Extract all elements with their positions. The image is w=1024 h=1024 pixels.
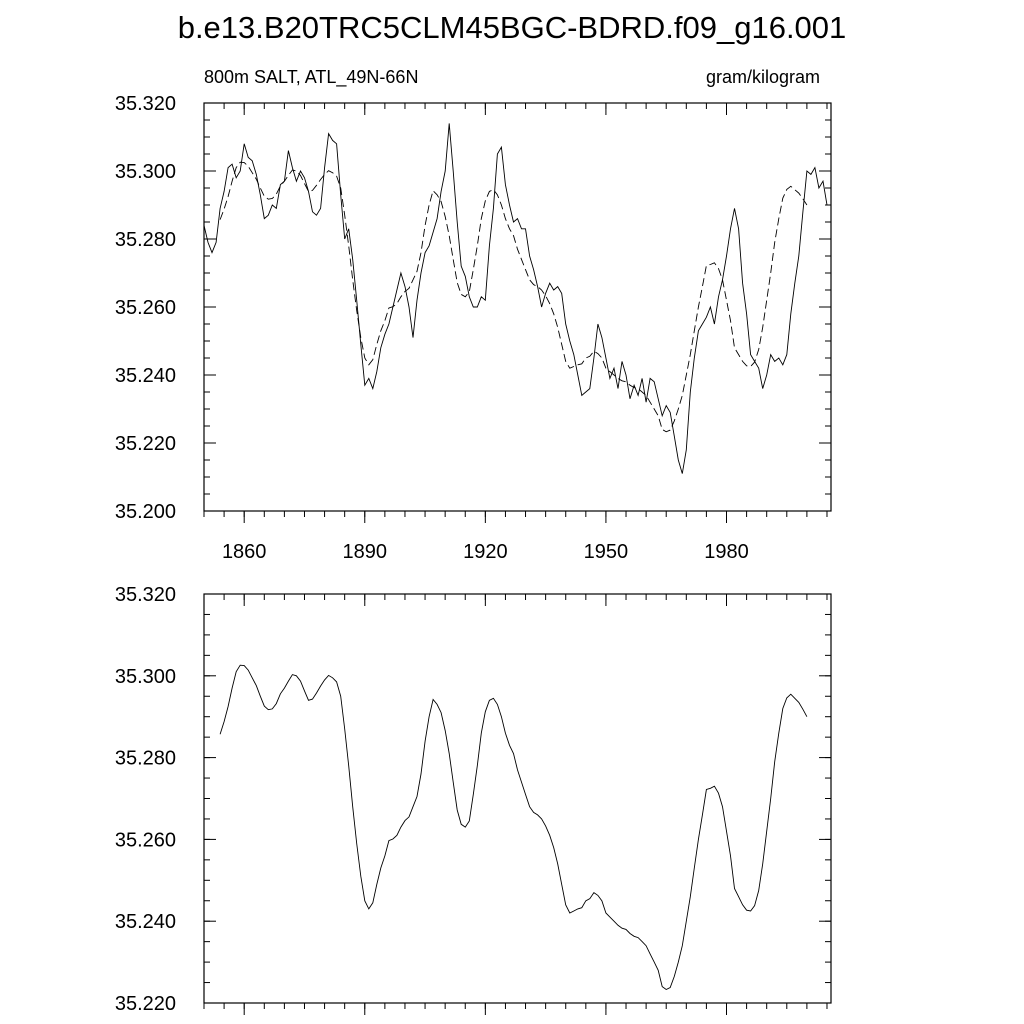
bottom-y-tick-label: 35.220 — [114, 993, 176, 1015]
bottom-y-tick-label: 35.300 — [114, 665, 176, 688]
bottom-y-tick-label: 35.320 — [114, 584, 176, 606]
bottom-plot-frame — [204, 594, 831, 1003]
top-series-solid-line — [204, 123, 827, 473]
top-x-tick-label: 1920 — [463, 541, 508, 563]
top-y-tick-label: 35.240 — [114, 365, 176, 387]
top-y-tick-label: 35.200 — [114, 501, 176, 523]
bottom-panel — [115, 584, 831, 1015]
bottom-series-solid-line — [220, 665, 807, 989]
bottom-y-tick-label: 35.260 — [114, 829, 176, 852]
bottom-y-tick-label: 35.280 — [114, 747, 176, 770]
top-plot-frame — [204, 103, 831, 511]
bottom-y-tick-label: 35.240 — [114, 911, 176, 934]
top-x-tick-label: 1950 — [583, 541, 629, 563]
top-y-tick-label: 35.320 — [114, 93, 176, 115]
top-y-tick-label: 35.220 — [114, 433, 176, 455]
top-y-tick-label: 35.300 — [114, 161, 176, 183]
top-y-tick-label: 35.280 — [114, 229, 176, 251]
top-x-tick-label: 1890 — [342, 541, 388, 563]
subtitle-units: gram/kilogram — [705, 67, 820, 87]
subtitle-variable: 800m SALT, ATL_49N-66N — [204, 67, 419, 87]
top-x-tick-label: 1980 — [704, 541, 749, 563]
top-panel — [115, 93, 831, 563]
top-x-tick-label: 1860 — [221, 541, 267, 563]
figure-title: b.e13.B20TRC5CLM45BGC-BDRD.f09_g16.001 — [177, 10, 847, 45]
top-y-tick-label: 35.260 — [114, 297, 176, 319]
